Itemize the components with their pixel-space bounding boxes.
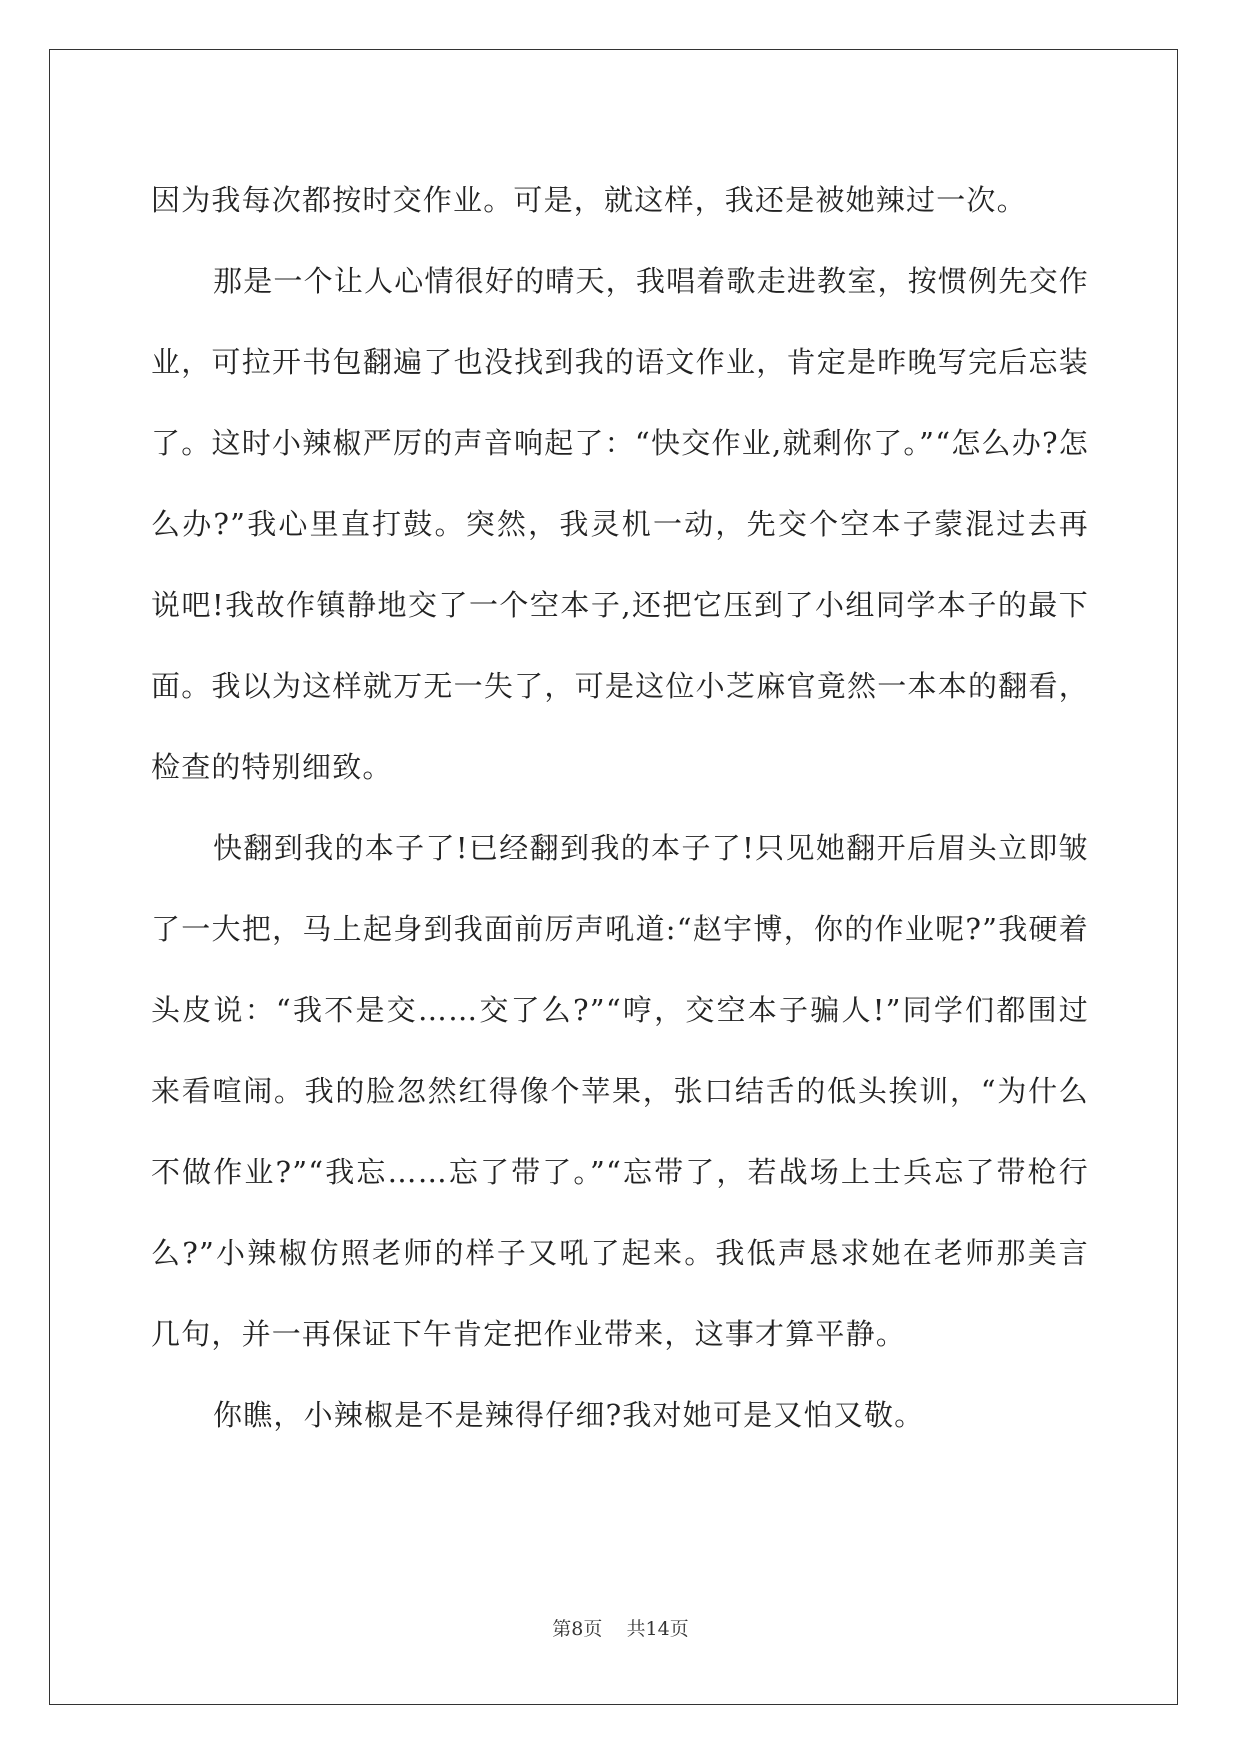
paragraph-2: 那是一个让人心情很好的晴天，我唱着歌走进教室，按惯例先交作业，可拉开书包翻遍了也没找到我的语文作业，肯定是昨晚写完后忘装了。这时小辣椒严厉的声音响起了：“快交作业,就剩你了。”“怎么办?怎么办?”我心里直打鼓。突然，我灵机一动，先交个空本子蒙混过去再说吧!我故作镇静地交了一个空本子,还把它压到了小组同学本子的最下面。我以为这样就万无一失了，可是这位小芝麻官竟然一本本的翻看，检查的特别细致。 [151,264,1089,784]
page-total: 共14页 [626,1618,689,1640]
paragraph-1: 因为我每次都按时交作业。可是，就这样，我还是被她辣过一次。 [151,183,1027,217]
document-body [151,160,1089,1456]
footer-separator [602,1618,626,1640]
paragraph-4: 你瞧，小辣椒是不是辣得仔细?我对她可是又怕又敬。 [213,1398,925,1432]
paragraph-3: 快翻到我的本子了!已经翻到我的本子了!只见她翻开后眉头立即皱了一大把，马上起身到我面前厉声吼道:“赵宇博，你的作业呢?”我硬着头皮说：“我不是交……交了么?”“哼，交空本子骗人!”同学们都围过来看喧闹。我的脸忽然红得像个苹果，张口结舌的低头挨训，“为什么不做作业?”“我忘……忘了带了。”“忘带了，若战场上士兵忘了带枪行么?”小辣椒仿照老师的样子又吼了起来。我低声恳求她在老师那美言几句，并一再保证下午肯定把作业带来，这事才算平静。 [151,831,1089,1351]
page-footer [0,1614,1241,1641]
page-number: 第8页 [552,1618,603,1640]
